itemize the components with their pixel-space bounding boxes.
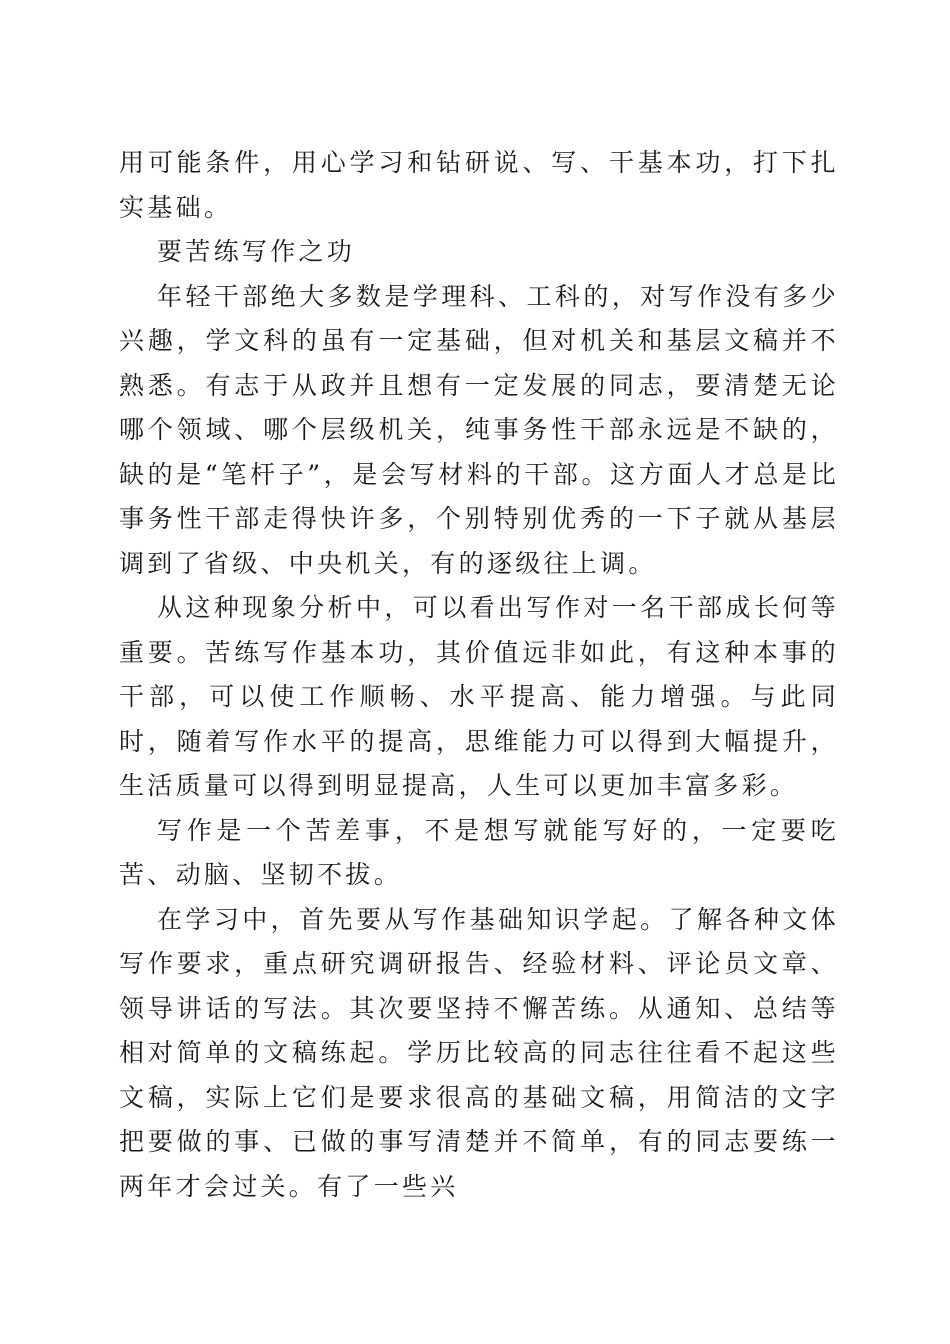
- paragraph: 写作是一个苦差事，不是想写就能写好的，一定要吃苦、动脑、坚韧不拔。: [119, 815, 839, 889]
- paragraph: 在学习中，首先要从写作基础知识学起。了解各种文体写作要求，重点研究调研报告、经验材料、评论员文章、领导讲话的写法。其次要坚持不懈苦练。从通知、总结等相对简单的文稿练起。学历比较高的同志往往看不起这些文稿，实际上它们是要求很高的基础文稿，用简洁的文字把要做的事、已做的事写清楚并不简单，有的同志要练一两年才会过关。有了一些兴: [119, 904, 839, 1201]
- paragraph: 从这种现象分析中，可以看出写作对一名干部成长何等重要。苦练写作基本功，其价值远非如此，有这种本事的干部，可以使工作顺畅、水平提高、能力增强。与此同时，随着写作水平的提高，思维能力可以得到大幅提升，生活质量可以得到明显提高，人生可以更加丰富多彩。: [119, 593, 839, 800]
- paragraph: 年轻干部绝大多数是学理科、工科的，对写作没有多少兴趣，学文科的虽有一定基础，但对机关和基层文稿并不熟悉。有志于从政并且想有一定发展的同志，要清楚无论哪个领域、哪个层级机关，纯事务性干部永远是不缺的，缺的是“笔杆子”，是会写材料的干部。这方面人才总是比事务性干部走得快许多，个别特别优秀的一下子就从基层调到了省级、中央机关，有的逐级往上调。: [119, 281, 839, 578]
- body-text: [119, 141, 839, 1209]
- section-heading: 要苦练写作之功: [157, 237, 356, 266]
- paragraph-continuation: 用可能条件，用心学习和钻研说、写、干基本功，打下扎实基础。: [119, 148, 839, 222]
